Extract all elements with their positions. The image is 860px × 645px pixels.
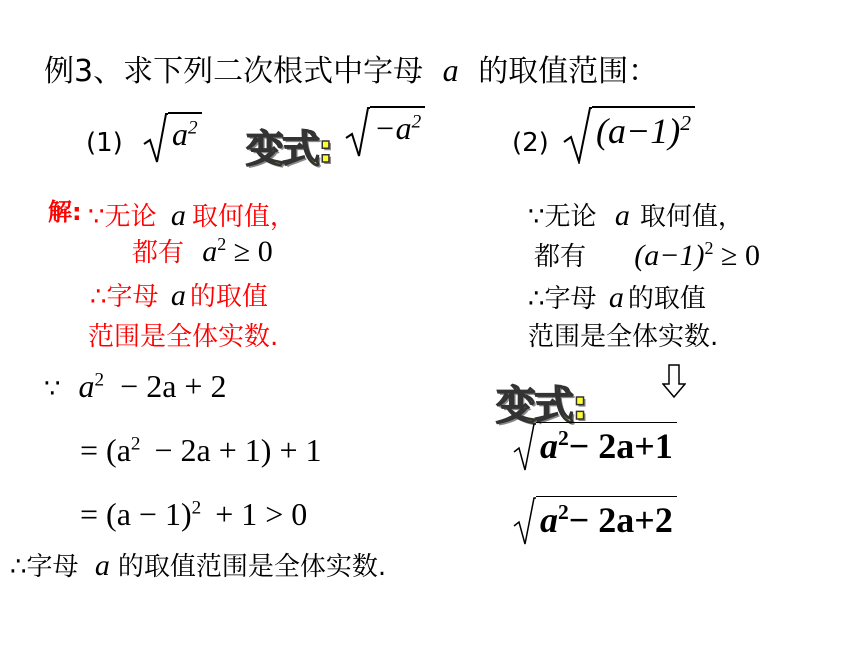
sol1-line2 [132,232,273,269]
sol2-line3-var: a [608,281,624,314]
sol2-line3-pre: ∴字母 [528,284,597,314]
sol2-line1 [528,196,744,233]
sol1-line2-rel: ≥ 0 [233,235,273,268]
sol2-line2 [534,236,760,273]
sol2-line3-post: 的取值 [627,284,706,314]
part1-label: (1) [86,128,123,158]
sol1-line1 [88,196,296,233]
radical-sign-icon [142,112,168,164]
sol1-line2-math: a [202,235,218,268]
sol2-line1-post: 取何值， [639,202,744,232]
row3-rest: + 1 > 0 [215,496,308,532]
sol2-line3 [528,278,706,315]
because-symbol: ∵ [44,374,61,404]
sol2-line2-rel: ≥ 0 [721,239,760,272]
part2-label: (2) [512,128,549,158]
variant1-radical [344,106,425,158]
part1-radical [142,112,202,164]
sol1-line1-var: a [170,199,186,232]
sol1-line1-post: 取何值， [191,202,296,232]
part1-exp: 2 [188,117,198,139]
part2-exp: 2 [680,111,692,135]
variant2-rad2-exp: 2 [558,500,569,524]
row2-exp: 2 [130,433,141,455]
page-title [44,46,658,90]
row3-exp: 2 [191,497,202,519]
variant2-rad1-rest: − 2a+1 [568,426,673,466]
variant2-rad1-base: a [540,426,558,466]
variant2-rad1-exp: 2 [558,426,569,450]
sol1-jie: 解: [48,198,82,226]
part1-radicand: a [172,116,188,152]
row2-pre: = (a [80,432,131,468]
radical-sign-icon [512,422,536,472]
title-var: a [442,52,459,88]
radical-sign-icon [562,106,592,164]
sol1-line3-var: a [170,279,186,312]
conclusion-pre: ∴字母 [10,552,79,582]
title-prefix: 例3、求下列二次根式中字母 [44,54,424,89]
row1-a: a [78,368,95,404]
sol2-line4: 范围是全体实数. [528,322,719,352]
part2-radicand: (a−1) [596,111,681,151]
variant2-radical-2 [512,496,677,546]
sol1-line2-exp: 2 [217,234,227,254]
variant2-radical-1 [512,422,677,472]
sol1-line2-pre: 都有 [132,238,185,268]
sol2-line2-math: (a−1) [634,239,705,272]
down-arrow-icon [662,364,686,398]
variant-label-1: 变式: [246,127,332,171]
title-suffix: 的取值范围： [478,54,659,89]
variant2-rad2-base: a [540,500,558,540]
sol1-line1-pre: ∵无论 [88,202,157,232]
sol1-line3 [90,276,268,313]
row3-pre: = (a − 1) [80,496,192,532]
variant-label-2: 变式: [496,383,586,429]
sol2-line2-pre: 都有 [534,242,587,272]
sol1-line3-post: 的取值 [189,282,268,312]
sol2-line1-pre: ∵无论 [528,202,597,232]
radical-sign-icon [512,496,536,546]
sol2-line2-exp: 2 [704,238,714,258]
conclusion-var: a [94,549,110,582]
part2-radical [562,106,695,164]
derivation-row1 [44,368,226,405]
derivation-conclusion [10,546,386,583]
row1-exp: 2 [94,369,105,391]
sol1-line3-pre: ∴字母 [90,282,159,312]
row2-rest: − 2a + 1) + 1 [154,432,322,468]
conclusion-post: 的取值范围是全体实数. [117,552,387,582]
derivation-row2 [80,432,322,469]
variant1-exp: 2 [411,111,422,133]
radical-sign-icon [344,106,370,158]
variant1-radicand: −a [374,110,412,146]
derivation-row3 [80,496,307,533]
sol1-line4: 范围是全体实数. [88,322,279,352]
sol2-line1-var: a [614,199,630,232]
row1-rest: − 2a + 2 [120,368,227,404]
variant2-rad2-rest: − 2a+2 [568,500,673,540]
